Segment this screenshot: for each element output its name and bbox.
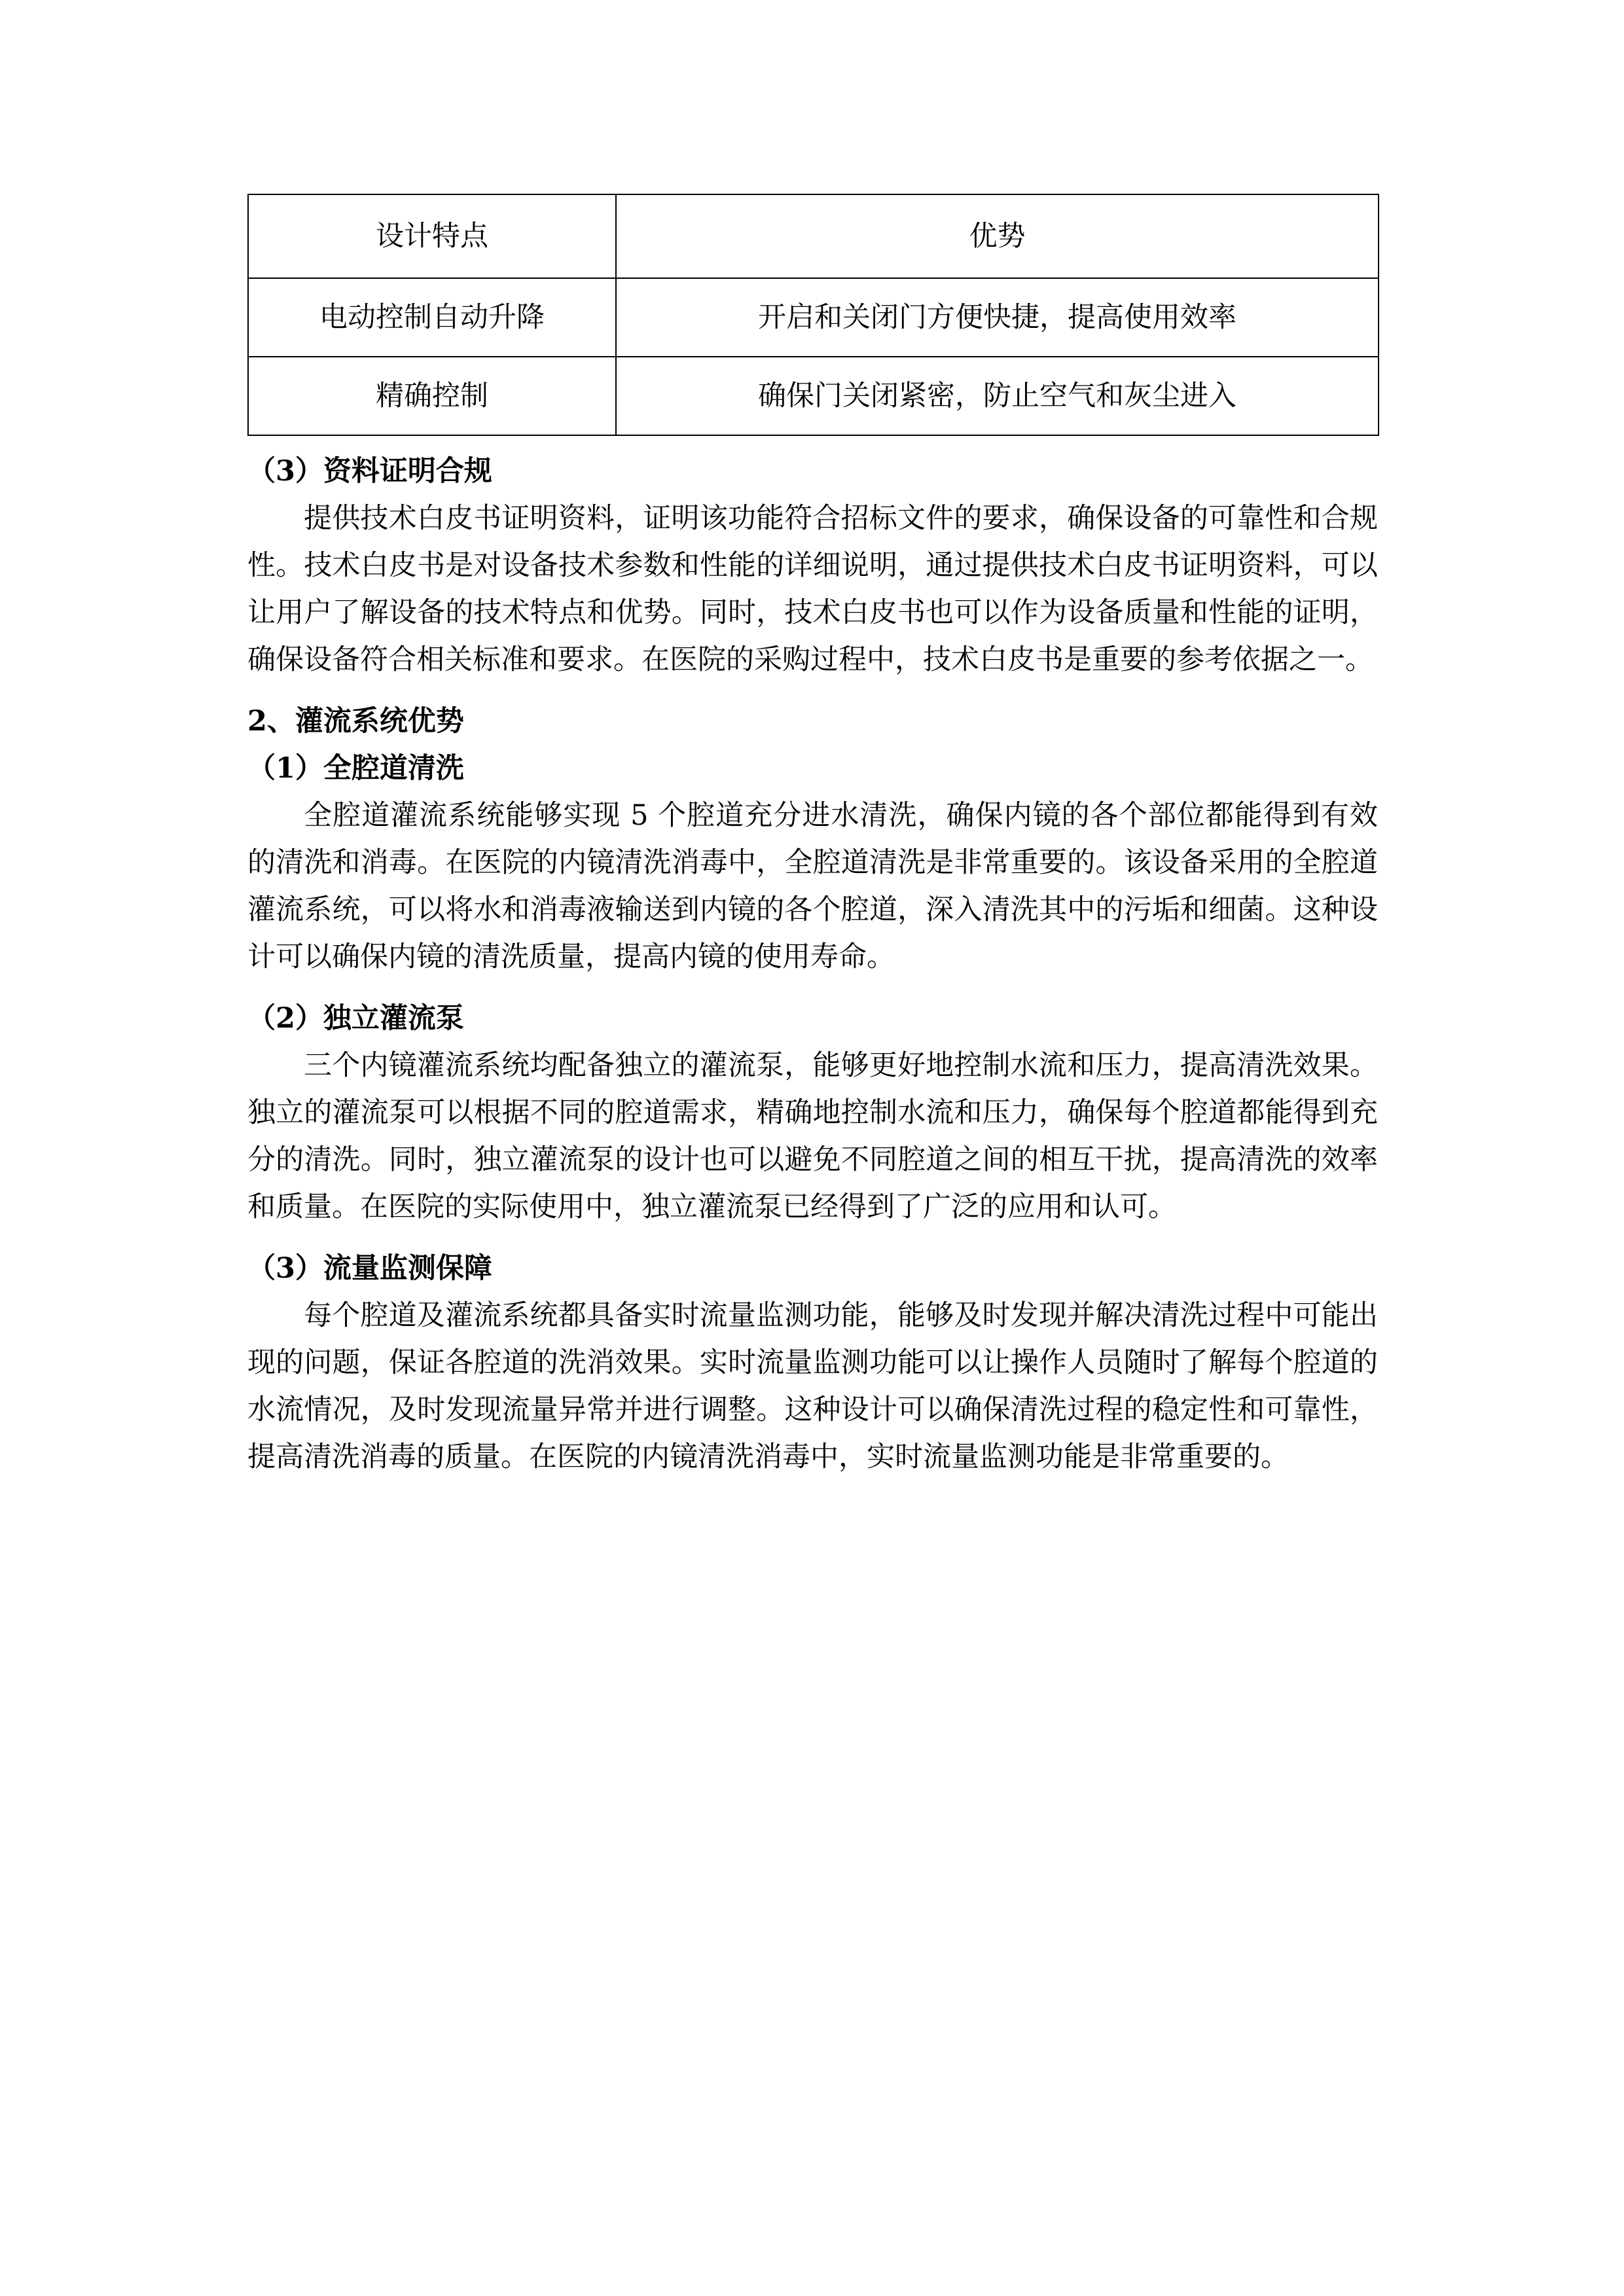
section-heading-full-channel-cleaning: （1）全腔道清洗: [247, 752, 464, 785]
table-row: [248, 278, 1379, 357]
section-heading-data-compliance: （3）资料证明合规: [247, 455, 492, 488]
table-header-cell-design-feature: 设计特点: [248, 194, 616, 278]
table-header-cell-advantage: 优势: [616, 194, 1379, 278]
section-heading-perfusion-advantages: 2、灌流系统优势: [247, 705, 464, 738]
table-cell-feature: 精确控制: [248, 357, 616, 435]
table-cell-feature: 电动控制自动升降: [248, 278, 616, 357]
section-heading-flow-monitoring: （3）流量监测保障: [247, 1252, 492, 1285]
paragraph-independent-pump: 三个内镜灌流系统均配备独立的灌流泵，能够更好地控制水流和压力，提高清洗效果。独立的灌流泵可以根据不同的腔道需求，精确地控制水流和压力，确保每个腔道都能得到充分的清洗。同时，独立灌流泵的设计也可以避免不同腔道之间的相互干扰，提高清洗的效率和质量。在医院的实际使用中，独立灌流泵已经得到了广泛的应用和认可。: [247, 1049, 1378, 1223]
section-heading-independent-pump: （2）独立灌流泵: [247, 1002, 464, 1035]
table-cell-advantage: 开启和关闭门方便快捷，提高使用效率: [616, 278, 1379, 357]
paragraph-flow-monitoring: 每个腔道及灌流系统都具备实时流量监测功能，能够及时发现并解决清洗过程中可能出现的问题，保证各腔道的洗消效果。实时流量监测功能可以让操作人员随时了解每个腔道的水流情况，及时发现流量异常并进行调整。这种设计可以确保清洗过程的稳定性和可靠性，提高清洗消毒的质量。在医院的内镜清洗消毒中，实时流量监测功能是非常重要的。: [247, 1299, 1378, 1473]
table-cell-advantage: 确保门关闭紧密，防止空气和灰尘进入: [616, 357, 1379, 435]
paragraph-full-channel-cleaning: 全腔道灌流系统能够实现 5 个腔道充分进水清洗，确保内镜的各个部位都能得到有效的清洗和消毒。在医院的内镜清洗消毒中，全腔道清洗是非常重要的。该设备采用的全腔道灌流系统，可以将水和消毒液输送到内镜的各个腔道，深入清洗其中的污垢和细菌。这种设计可以确保内镜的清洗质量，提高内镜的使用寿命。: [247, 799, 1378, 973]
table-header-row: [248, 194, 1379, 278]
paragraph-data-compliance: 提供技术白皮书证明资料，证明该功能符合招标文件的要求，确保设备的可靠性和合规性。技术白皮书是对设备技术参数和性能的详细说明，通过提供技术白皮书证明资料，可以让用户了解设备的技术特点和优势。同时，技术白皮书也可以作为设备质量和性能的证明，确保设备符合相关标准和要求。在医院的采购过程中，技术白皮书是重要的参考依据之一。: [247, 502, 1378, 676]
table-row: [248, 357, 1379, 435]
design-features-table: [247, 194, 1379, 436]
